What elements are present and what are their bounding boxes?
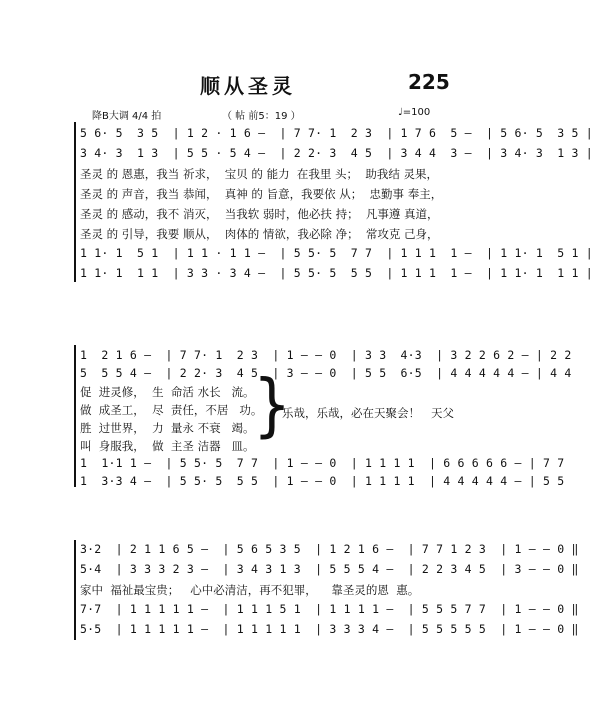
page-number: 225 bbox=[408, 70, 450, 94]
alto-line: 3 4· 3 1 3 | 5 5 · 5 4 – | 2 2· 3 4 5 | 3 4 4 3 – | 3 4· 3 1 3 | bbox=[80, 146, 593, 160]
tenor-line: 1 1·1 1 – | 5 5· 5 7 7 | 1 – – 0 | 1 1 1 1 | 6 6 6 6 6 – | 7 7 bbox=[80, 456, 565, 470]
tenor-line: 7·7 | 1 1 1 1 1 – | 1 1 1 5 1 | 1 1 1 1 – | 5 5 5 7 7 | 1 – – 0 ‖ bbox=[80, 602, 579, 616]
system-bar-left bbox=[74, 122, 76, 282]
key-signature: 降B大调 4/4 拍 bbox=[92, 111, 162, 122]
system-bar-left bbox=[74, 540, 76, 640]
tenor-line: 1 1· 1 5 1 | 1 1 · 1 1 – | 5 5· 5 7 7 | 1 1 1 1 – | 1 1· 1 5 1 | bbox=[80, 246, 593, 260]
soprano-line: 5 6· 5 3 5 | 1 2 · 1 6 – | 7 7· 1 2 3 | 1 7 6 5 – | 5 6· 5 3 5 | bbox=[80, 126, 593, 140]
bass-line: 1 3·3 4 – | 5 5· 5 5 5 | 1 – – 0 | 1 1 1 1 | 4 4 4 4 4 – | 5 5 bbox=[80, 474, 565, 488]
lyric-line: 家中 福祉最宝贵； 心中必清洁，再不犯罪， 靠圣灵的恩 惠。 bbox=[80, 583, 420, 597]
lyric-verse-1: 圣灵 的 恩惠，我当 祈求， 宝贝 的 能力 在我里 头； 助我结 灵果， bbox=[80, 167, 439, 181]
lyric-verse-3: 圣灵 的 感动，我不 消灭， 当我软 弱时，他必扶 持； 凡事遵 真道， bbox=[80, 207, 439, 221]
system-bar-left bbox=[74, 345, 76, 487]
soprano-line: 1 2 1 6 – | 7 7· 1 2 3 | 1 – – 0 | 3 3 4·3 | 3 2 2 6 2 – | 2 2 bbox=[80, 348, 572, 362]
alto-line: 5 5 5 4 – | 2 2· 3 4 5 | 3 – – 0 | 5 5 6·5 | 4 4 4 4 4 – | 4 4 bbox=[80, 366, 572, 380]
refrain-lyric: 乐哉，乐哉，必在天聚会！ 天父 bbox=[282, 406, 454, 420]
bass-line: 1 1· 1 1 1 | 3 3 · 3 4 – | 5 5· 5 5 5 | 1 1 1 1 – | 1 1· 1 1 1 | bbox=[80, 266, 593, 280]
soprano-line: 3·2 | 2 1 1 6 5 – | 5 6 5 3 5 | 1 2 1 6 – | 7 7 1 2 3 | 1 – – 0 ‖ bbox=[80, 542, 579, 556]
bass-line: 5·5 | 1 1 1 1 1 – | 1 1 1 1 1 | 3 3 3 4 – | 5 5 5 5 5 | 1 – – 0 ‖ bbox=[80, 622, 579, 636]
lyric-verse-4: 叫 身服我， 做 主圣 洁器 皿。 bbox=[80, 439, 255, 453]
lyric-verse-2: 圣灵 的 声音，我当 恭闻， 真神 的 旨意，我要依 从； 忠勤事 奉主， bbox=[80, 187, 443, 201]
hymn-title: 顺从圣灵 bbox=[200, 74, 296, 98]
alto-line: 5·4 | 3 3 3 2 3 – | 3 4 3 1 3 | 5 5 5 4 – | 2 2 3 4 5 | 3 – – 0 ‖ bbox=[80, 562, 579, 576]
lyric-verse-1: 促 进灵修， 生 命活 水长 流。 bbox=[80, 385, 255, 399]
verse-brace: } bbox=[253, 364, 292, 446]
tempo-marking: ♩=100 bbox=[398, 107, 431, 118]
lyric-verse-4: 圣灵 的 引导，我要 顺从， 肉体的 情欲，我必除 净； 常攻克 己身， bbox=[80, 227, 439, 241]
lyric-verse-2: 做 成圣工， 尽 责任，不居 功。 bbox=[80, 403, 263, 417]
lyric-verse-3: 胜 过世界， 力 量永 不衰 竭。 bbox=[80, 421, 255, 435]
scripture-reference: （ 帖 前5：19 ） bbox=[222, 111, 301, 122]
